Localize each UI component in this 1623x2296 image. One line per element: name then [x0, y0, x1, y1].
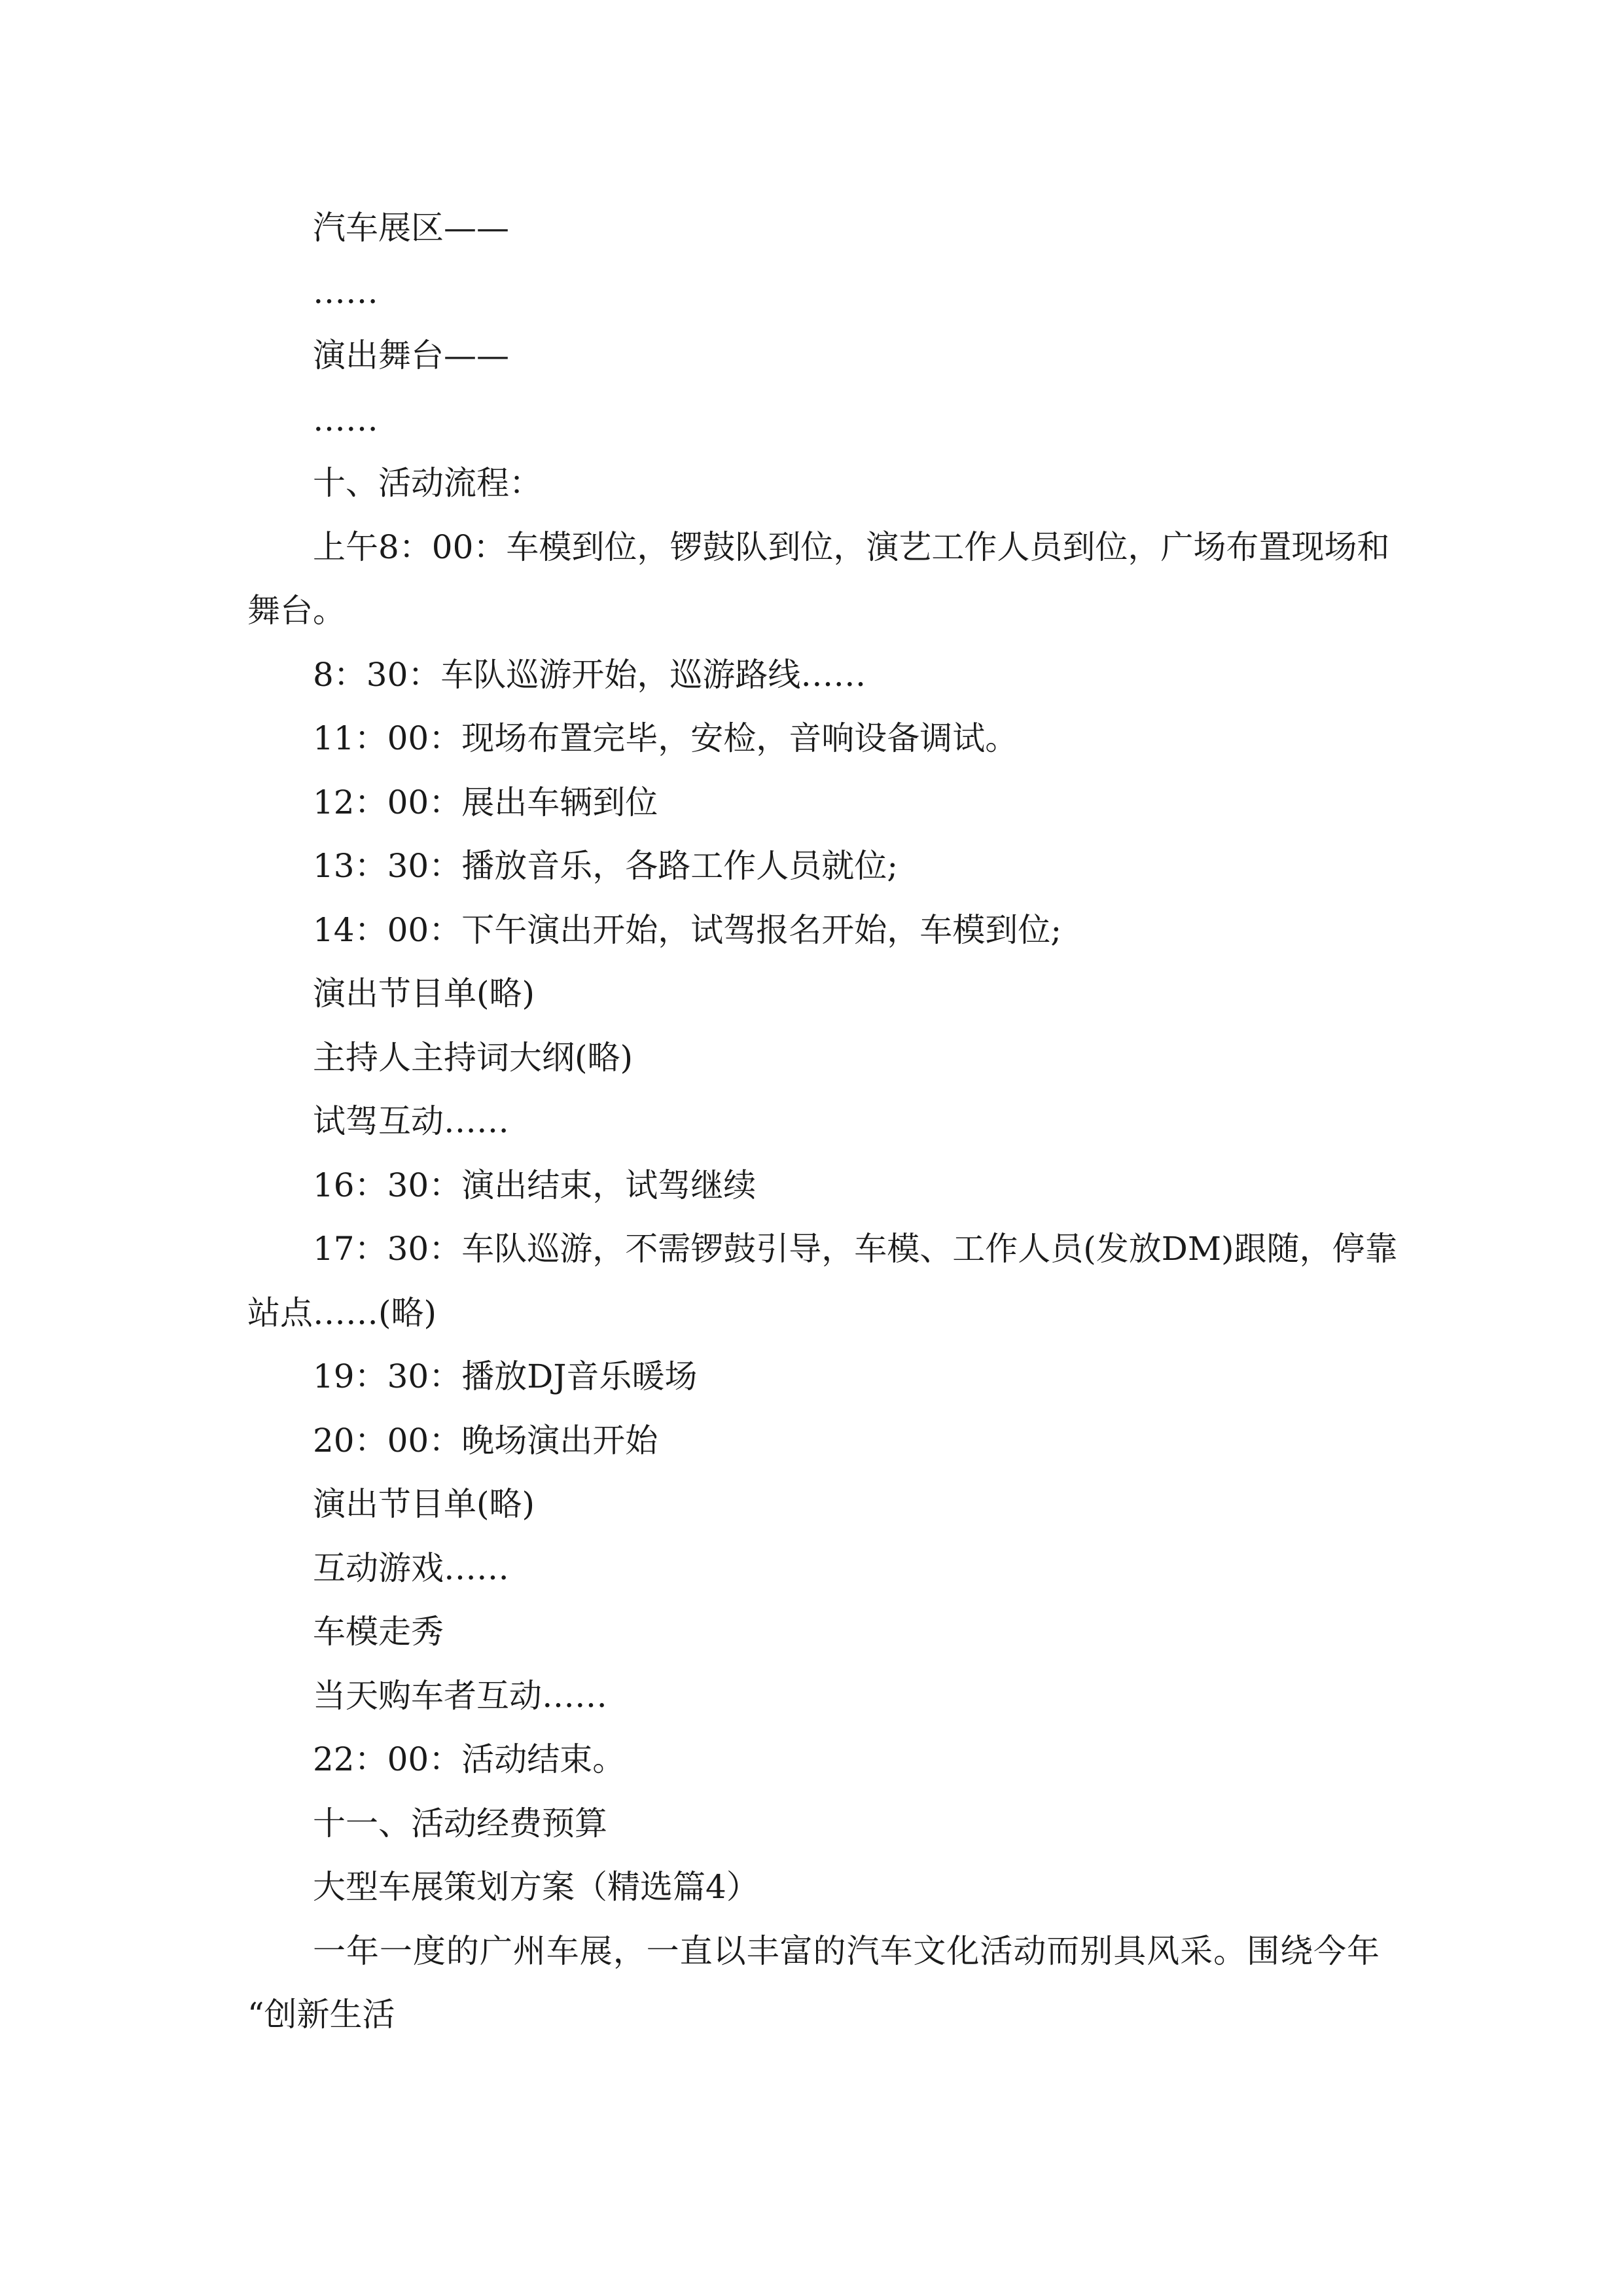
text-line: 演出节目单(略) — [313, 975, 535, 1013]
text-line: 舞台。 — [247, 592, 346, 630]
document-body — [247, 196, 1398, 2047]
text-line: 12：00：展出车辆到位 — [313, 783, 658, 821]
text-line: 汽车展区—— — [313, 209, 509, 247]
text-line: 17：30：车队巡游，不需锣鼓引导，车模、工作人员(发放DM)跟随，停靠 — [313, 1230, 1398, 1268]
text-line: 11：00：现场布置完毕，安检，音响设备调试。 — [313, 719, 1018, 757]
text-line: “创新生活 — [247, 1996, 395, 2034]
text-line: …… — [313, 272, 378, 311]
text-line: 一年一度的广州车展，一直以丰富的汽车文化活动而别具风采。围绕今年 — [313, 1931, 1380, 1970]
text-line: 当天购车者互动…… — [313, 1676, 607, 1715]
text-line: 站点……(略) — [247, 1293, 437, 1332]
text-line: 演出舞台—— — [313, 336, 509, 374]
text-line: 20：00：晚场演出开始 — [313, 1421, 658, 1460]
text-line: 14：00：下午演出开始，试驾报名开始，车模到位; — [313, 910, 1062, 949]
text-line: 8：30：车队巡游开始，巡游路线…… — [313, 655, 866, 694]
text-line: 上午8：00：车模到位，锣鼓队到位，演艺工作人员到位，广场布置现场和 — [313, 528, 1390, 566]
text-line: 22：00：活动结束。 — [313, 1740, 626, 1778]
section-heading: 十、活动流程： — [313, 464, 542, 502]
text-line: …… — [313, 400, 378, 439]
text-line: 主持人主持词大纲(略) — [313, 1038, 633, 1077]
text-line: 车模走秀 — [313, 1613, 444, 1651]
text-line: 互动游戏…… — [313, 1549, 509, 1587]
text-line: 19：30：播放DJ音乐暖场 — [313, 1357, 698, 1395]
text-line: 试驾互动…… — [313, 1102, 509, 1140]
article-title: 大型车展策划方案（精选篇4） — [313, 1868, 759, 1906]
text-line: 16：30：演出结束，试驾继续 — [313, 1166, 757, 1204]
text-line: 13：30：播放音乐，各路工作人员就位; — [313, 847, 899, 885]
section-heading: 十一、活动经费预算 — [313, 1804, 607, 1842]
text-line: 演出节目单(略) — [313, 1485, 535, 1523]
